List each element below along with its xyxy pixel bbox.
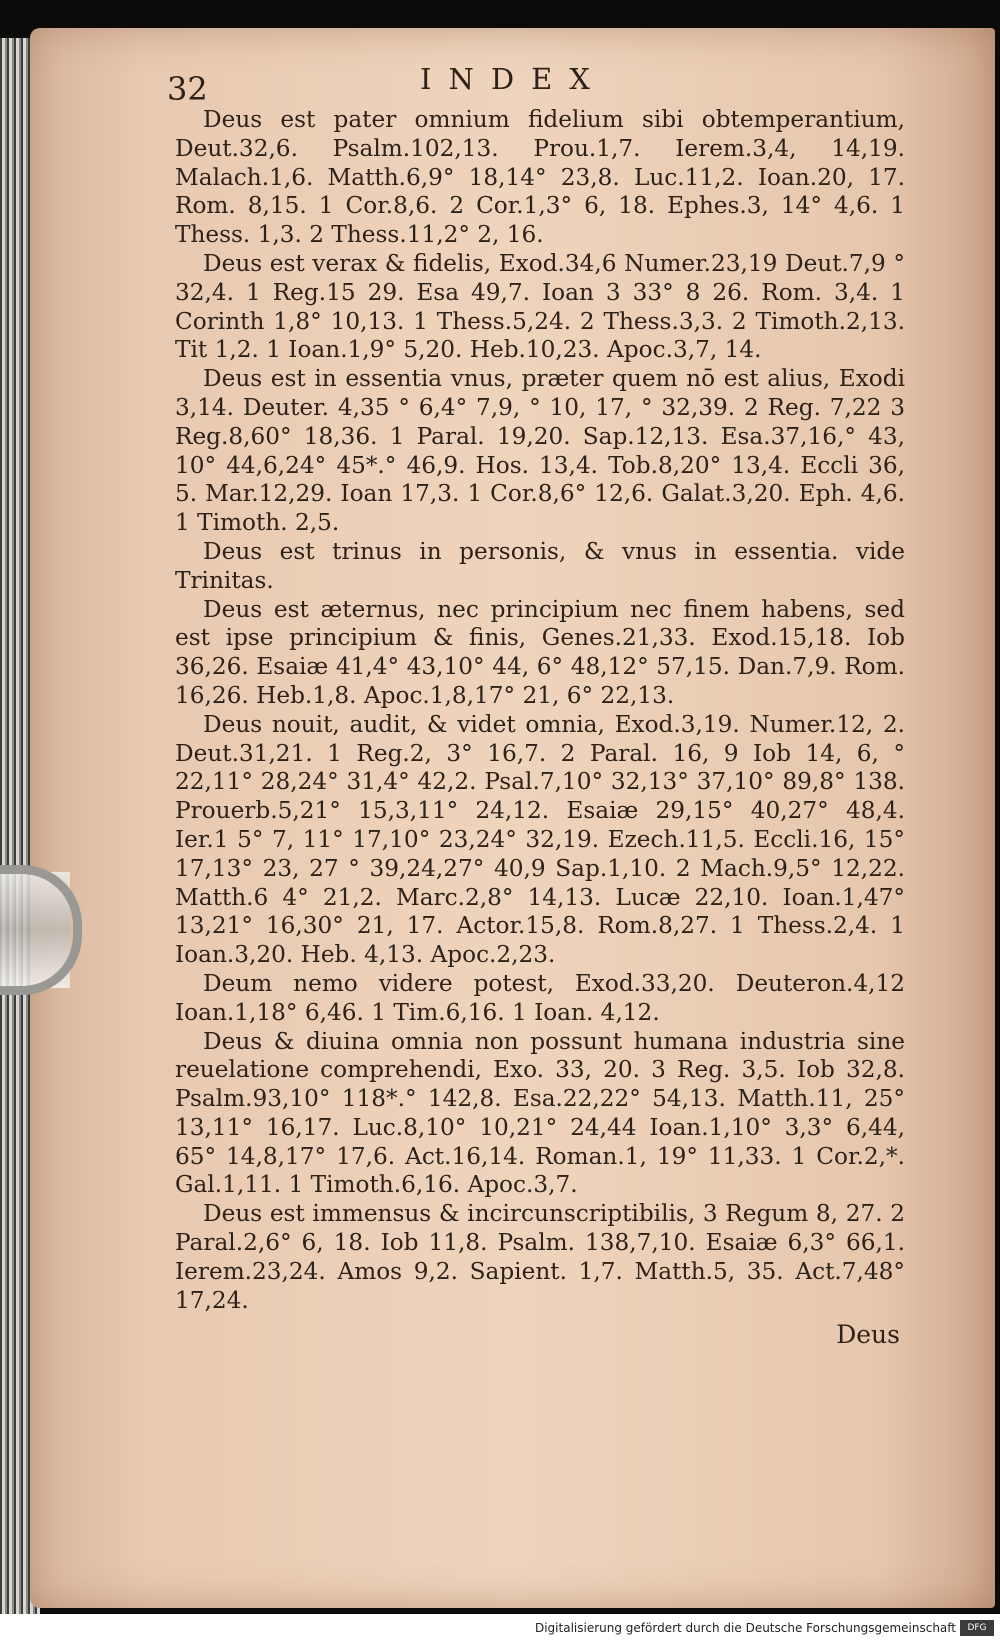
index-entry: Deus est æternus, nec principium nec finem habens, sed est ipse principium & finis, Genes.21,33. Exod.15,18. Iob 36,26. Esaiæ 41,4° 43,10° 44, 6° 48,12° 57,15. Dan.7,9. Rom. 16,26. Heb.1,8. Apoc.1,8,17° 21, 6° 22,13. (175, 595, 905, 709)
index-entry: Deus est pater omnium fidelium sibi obtemperantium, Deut.32,6. Psalm.102,13. Prou.1,7. Ierem.3,4, 14,19. Malach.1,6. Matth.6,9° 18,14° 23,8. Luc.11,2. Ioan.20, 17. Rom. 8,15. 1 Cor.8,6. 2 Cor.1,3° 6, 18. Ephes.3, 14° 4,6. 1 Thess. 1,3. 2 Thess.11,2° 2, 16. (175, 106, 905, 249)
index-entry: Deus nouit, audit, & videt omnia, Exod.3,19. Numer.12, 2. Deut.31,21. 1 Reg.2, 3° 16,7. 2 Paral. 16, 9 Iob 14, 6, ° 22,11° 28,24° 31,4° 42,2. Psal.7,10° 32,13° 37,10° 89,8° 138. Prouerb.5,21° 15,3,11° 24,12. Esaiæ 29,15° 40,27° 48,4. Ier.1 5° 7, 11° 17,10° 23,24° 32,19. Ezech.11,5. Eccli.16, 15° 17,13° 23, 27 ° 39,24,27° 40,9 Sap.1,10. 2 Mach.9,5° 12,22. Matth.6 4° 21,2. Marc.2,8° 14,13. Lucæ 22,10. Ioan.1,47° 13,21° 16,30° 21, 17. Actor.15,8. Rom.8,27. 1 Thess.2,4. 1 Ioan.3,20. Heb. 4,13. Apoc.2,23. (175, 710, 905, 969)
index-entry: Deus est trinus in personis, & vnus in essentia. vide Trinitas. (175, 537, 905, 594)
page-content (167, 62, 905, 1315)
index-entry: Deum nemo videre potest, Exod.33,20. Deuteron.4,12 Ioan.1,18° 6,46. 1 Tim.6,16. 1 Ioan. 4,12. (175, 969, 905, 1026)
digitization-footer (0, 1614, 1000, 1644)
catchword: Deus (836, 1320, 900, 1349)
page-title: INDEX (420, 62, 607, 96)
dfg-logo: DFG (960, 1620, 994, 1636)
running-header (167, 62, 905, 108)
index-entry: Deus est immensus & incircunscriptibilis, 3 Regum 8, 27. 2 Paral.2,6° 6, 18. Iob 11,8. Psalm. 138,7,10. Esaiæ 6,3° 66,1. Ierem.23,24. Amos 9,2. Sapient. 1,7. Matth.5, 35. Act.7,48° 17,24. (175, 1200, 905, 1314)
index-entries (175, 106, 905, 1315)
page-number: 32 (167, 70, 208, 108)
footer-credit: Digitalisierung gefördert durch die Deutsche Forschungsgemeinschaft (534, 1621, 956, 1635)
index-entry: Deus est verax & fidelis, Exod.34,6 Numer.23,19 Deut.7,9 ° 32,4. 1 Reg.15 29. Esa 49,7. Ioan 3 33° 8 26. Rom. 3,4. 1 Corinth 1,8° 10,13. 1 Thess.5,24. 2 Thess.3,3. 2 Timoth.2,13. Tit 1,2. 1 Ioan.1,9° 5,20. Heb.10,23. Apoc.3,7, 14. (175, 249, 905, 364)
index-entry: Deus est in essentia vnus, præter quem nō est alius, Exodi 3,14. Deuter. 4,35 ° 6,4° 7,9, ° 10, 17, ° 32,39. 2 Reg. 7,22 3 Reg.8,60° 18,36. 1 Paral. 19,20. Sap.12,13. Esa.37,16,° 43, 10° 44,6,24° 45*.° 46,9. Hos. 13,4. Tob.8,20° 13,4. Eccli 36, 5. Mar.12,29. Ioan 17,3. 1 Cor.8,6° 12,6. Galat.3,20. Eph. 4,6. 1 Timoth. 2,5. (175, 365, 905, 537)
index-entry: Deus & diuina omnia non possunt humana industria sine reuelatione comprehendi, Exo. 33, 20. 3 Reg. 3,5. Iob 32,8. Psalm.93,10° 118*.° 142,8. Esa.22,22° 54,13. Matth.11, 25° 13,11° 16,17. Luc.8,10° 10,21° 24,44 Ioan.1,10° 3,3° 6,44, 65° 14,8,17° 17,6. Act.16,14. Roman.1, 19° 11,33. 1 Cor.2,*. Gal.1,11. 1 Timoth.6,16. Apoc.3,7. (175, 1027, 905, 1199)
